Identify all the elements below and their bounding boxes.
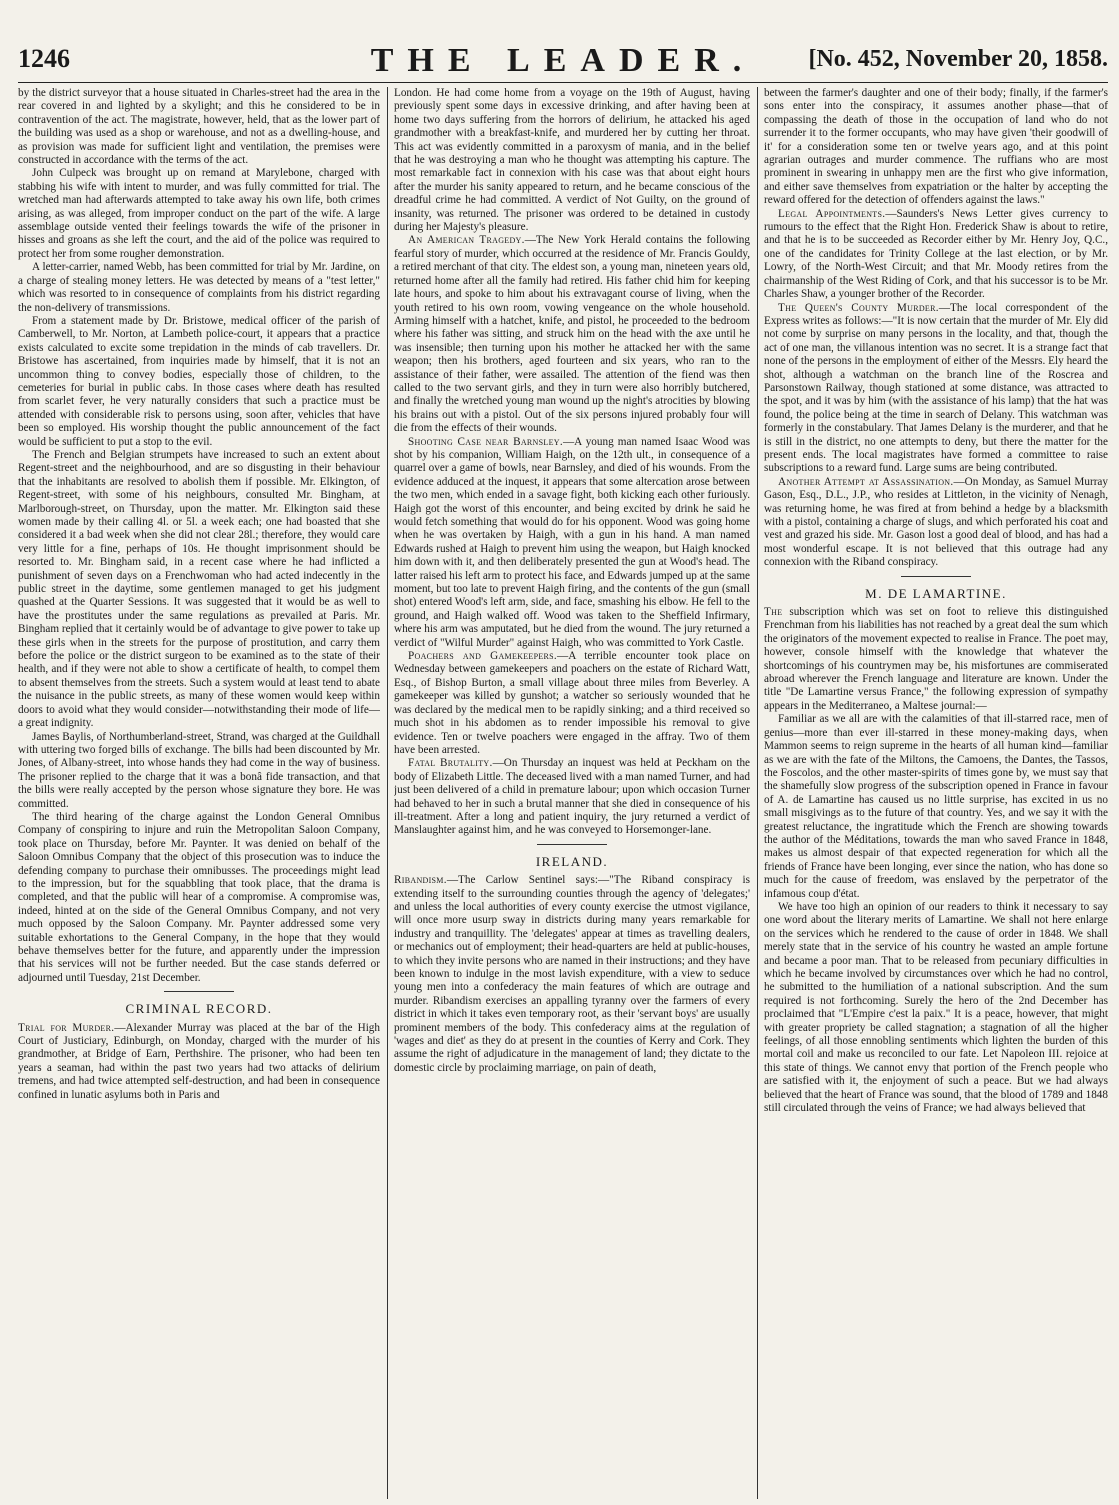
article-american-tragedy xyxy=(394,234,750,435)
paragraph: From a statement made by Dr. Bristowe, medical officer of the parish of Camberwell, to Mr. Norton, at Lambeth police-court, it appears that a practice exists calculated to excite some trepidation in the minds of cab travellers. Dr. Bristowe has ascertained, from inquiries made by himself, that it is not an uncommon thing to convey bodies, especially those of children, to the cemeteries for burial in public cabs. In those cases where death has resulted from scarlet fever, he very naturally considers that such a practice must be attended with considerable risk to persons using, soon after, vehicles that have been so employed. His worship thought the public announcement of the fact would be sufficient to put a stop to the evil. xyxy=(18,314,380,448)
column-2 xyxy=(394,87,750,1499)
paragraph: The third hearing of the charge against the London General Omnibus Company of conspiring to injure and ruin the Metropolitan Saloon Company, took place on Thursday, before Mr. Paynter. It was denied on behalf of the Saloon Omnibus Company that the object of this prosecution was to induce the defending company to purchase their omnibusses. The proceedings might lead to the impression, but for the squabbling that took place, that the drama is completed, and that the public will hear of a compromise. A compromise was, indeed, hinted at on the side of the General Omnibus Company, and not very much opposed by the Saloon Company. Mr. Paynter addressed some very suitable exhortations to the General Company, in the hope that they would behave themselves better for the future, and apparently under the impression that his services will not be further needed. But the case stands deferred or adjourned until Tuesday, 21st December. xyxy=(18,810,380,984)
article-ribandism xyxy=(394,874,750,1075)
article-text: —A terrible encounter took place on Wednesday between gamekeepers and poachers on the estate of Richard Watt, Esq., of Bishop Burton, a small village about three miles from Beverley. A gamekeeper was killed by gunshot; a watcher so seriously wounded that he was declared by the medical men to be rapidly sinking; and a third received so much shot in his abdomen as to render impossible his removal to give evidence. Ten or twelve poachers were engaged in the affray. Two of them have been arrested. xyxy=(394,650,750,756)
article-fatal-brutality xyxy=(394,757,750,837)
article-lead: Fatal Brutality. xyxy=(408,757,493,770)
section-heading-criminal-record: CRIMINAL RECORD. xyxy=(125,1001,273,1017)
paragraph: The French and Belgian strumpets have increased to such an extent about Regent-street and the neighbourhood, and are so disgusting in their behaviour that the inhabitants are resolved to abolish them if possible. Mr. Elkington, of Regent-street, with some of his neighbours, consulted Mr. Bingham, at Marlborough-street, on Thursday, upon the matter. Mr. Elkington said these women made by their calling 4l. or 5l. a week each; one had boasted that she considered it a bad week when she did not clear 28l.; therefore, they would care very little for a fine, perhaps of 10s. He thought imprisonment should be resorted to. Mr. Bingham said, in a recent case where he had inflicted a punishment of seven days on a Frenchwoman who had acted indecently in the public street in the daytime, some gentlemen managed to get his judgment quashed at the Quarter Sessions. It was suggested that it would be as well to have the prostitutes under the same regulations as prevailed at Paris. Mr. Bingham replied that it certainly would be of advantage to give power to take up these girls when in the streets for the purpose of prostitution, and carry them before the police or the district surgeon to be examined as to the state of their health, and if they were not able to show a certificate of health, to compel them to absent themselves from the streets. Such a system would at least tend to abate the nuisance in the public streets, as many of these women would keep within doors to avoid what they would consider—notwithstanding their mode of life—a great indignity. xyxy=(18,448,380,730)
section-rule xyxy=(537,844,607,845)
article-text: —On Thursday an inquest was held at Peckham on the body of Elizabeth Little. The deceased lived with a man named Turner, and had just been delivered of a child in premature labour; upon which occasion Turner had behaved to her in such a brutal manner that she died in consequence of his ill-treatment. After a long and patient inquiry, the jury returned a verdict of Manslaughter against him, and he was conveyed to Horsemonger-lane. xyxy=(394,757,750,837)
column-3 xyxy=(764,87,1108,1499)
issue-date: [No. 452, November 20, 1858. xyxy=(808,46,1108,72)
article-shooting-case xyxy=(394,436,750,651)
article-text: —On Monday, as Samuel Murray Gason, Esq., D.L., J.P., who resides at Littleton, in the vicinity of Nenagh, was returning home, he was fired at from behind a hedge by a blacksmith with a pistol, containing a charge of slugs, and which perforated his coat and vest and grazed his side. Mr. Gason lost a good deal of blood, and has had a most wonderful escape. It is not believed that this outrage had any connexion with the Riband conspiracy. xyxy=(764,475,1108,569)
columns xyxy=(18,87,1108,1499)
page-number: 1246 xyxy=(18,44,70,73)
article-lead: Another Attempt at Assassination. xyxy=(778,475,954,488)
column-divider xyxy=(387,87,388,1499)
article-lead: The xyxy=(764,606,783,619)
section-rule xyxy=(901,576,971,577)
article-lead: An American Tragedy. xyxy=(408,234,525,247)
paragraph: We have too high an opinion of our readers to think it necessary to say one word about the literary merits of Lamartine. We shall not here enlarge on the services which he rendered to the cause of order in 1848. We shall merely state that in the service of his country he wasted an ample fortune and became a poor man. That to be released from pecuniary difficulties in which he became involved by circumstances over which he had no control, he submitted to the humiliation of a national subscription. And the sum required is not forthcoming. Surely the hero of the 2nd December has proclaimed that "L'Empire c'est la paix." It is a peace, however, that might with greater propriety be called stagnation; a stagnation of all the higher feelings, of all those ennobling sentiments which lighten the burden of this mortal coil and make us reconciled to our fate. Let Napoleon III. rejoice at this state of things. We cannot envy that portion of the French people who are satisfied with it, the enjoyment of such a peace. But we had always believed that the heart of France was sound, that the blood of 1789 and 1848 still circulated through the veins of France; we had always believed that xyxy=(764,900,1108,1115)
article-lead: Legal Appointments. xyxy=(778,207,886,220)
paragraph: between the farmer's daughter and one of their body; finally, if the farmer's sons enter into the conspiracy, it assumes another phase—that of compassing the death of those in the occupation of land who do not surrender it to the former occupants, who may have given 'their goodwill of it' for a consideration some ten or twelve years ago, and at this point agrarian outrages and murder commence. The ruffians who are most prominent in swearing in unhappy men are the first who give information, and either save themselves from expatriation or the halter by accepting the reward offered for the detection of offenders against the laws." xyxy=(764,87,1108,207)
article-text: subscription which was set on foot to relieve this distinguished Frenchman from his liabilities has not reached by a great deal the sum which the originators of the movement expected to realise in France. The poet may, however, console himself with the knowledge that whatever the shortcomings of his countrymen may be, his misfortunes are commiserated abroad wherever the French language and literature are known. Under the title "De Lamartine versus France," the following expression of sympathy appears in the Mediterraneo, a Maltese journal:— xyxy=(764,606,1108,712)
paragraph: John Culpeck was brought up on remand at Marylebone, charged with stabbing his wife with intent to murder, and was fully committed for trial. The wretched man had afterwards attempted to take away his own life, both crimes arising, as was alleged, from improper conduct on the part of the wife. A large assemblage outside vented their feelings towards the wife of the prisoner in hisses and groans as she left the court, and the aid of the police was required to protect her from some rougher demonstration. xyxy=(18,167,380,260)
article-text: —Alexander Murray was placed at the bar of the High Court of Justiciary, Edinburgh, on Monday, charged with the murder of his grandmother, at Bridge of Earn, Perthshire. The prisoner, who had been ten years a seaman, had within the past two years had two attacks of delirium tremens, and had twice attempted self-destruction, and had been in consequence confined in lunatic asylums both in Paris and xyxy=(18,1021,380,1101)
paragraph: James Baylis, of Northumberland-street, Strand, was charged at the Guildhall with uttering two forged bills of exchange. The bills had been discounted by Mr. Jones, of Albany-street, into whose hands they had come in the way of business. The prisoner replied to the charge that it was a bonâ fide transaction, and that the bills were really accepted by the person whose signature they bore. He was committed. xyxy=(18,730,380,810)
paragraph: by the district surveyor that a house situated in Charles-street had the area in the rear covered in and lighted by a skylight; and this he considered to be in contravention of the act. The magistrate, however, held, that as the lower part of the building was used as a shop or warehouse, and not as a dwelling-house, and as provision was made for sufficient light and ventilation, the premises were constructed in accordance with the terms of the act. xyxy=(18,87,380,167)
article-poachers xyxy=(394,650,750,757)
article-another-attempt xyxy=(764,476,1108,570)
article-lead: The Queen's County Murder. xyxy=(778,301,939,314)
section-heading-ireland: IRELAND. xyxy=(535,853,609,869)
article-text: —The local correspondent of the Express writes as follows:—"It is now certain that the murder of Mr. Ely did not come by surprise on many persons in the locality, and that, though the act of one man, the villanous intention was no secret. It is a strange fact that none of the persons in the employment of either of the Messrs. Ely heard the shot, although a watchman on the branch line of the Roscrea and Parsonstown Railway, though stationed at some distance, was attracted to the spot, and it was by him (with the assistance of his lamp) that the hat was found, the police being at the time in search of Delany. This watchman was formerly in the constabulary. That James Delany is the murderer, and that he is still in the district, no one attempts to deny, but there the matter for the present ends. The local magistrates have formed a committee to raise subscriptions to a reward fund. Large sums are being contributed. xyxy=(764,301,1108,475)
article-text: —A young man named Isaac Wood was shot by his companion, William Haigh, on the 12th ult., in consequence of a quarrel over a game of bowls, near Barnsley, and died of his wounds. From the evidence adduced at the inquest, it appears that some altercation arose between the two men, which ended in a savage fight, both kicking each other furiously. Haigh got the worst of this encounter, and being excited by drink he said he would fetch something that would do for his opponent. Wood was going home when he was overtaken by Haigh, with a gun in his hand. A man named Edwards rushed at Haigh to prevent him using the weapon, but Haigh knocked him down with it, and then deliberately presented the gun at Wood's head. The latter raised his left arm to protect his face, and Edwards jumped up at the same moment, but too late to prevent Haigh firing, and the contents of the gun (small shot) entered Wood's left arm, side, and face, smashing his elbow. He fell to the ground, and Haigh walked off. Wood was taken to the Sheffield Infirmary, where his arm was amputated, but he died from the wound. The jury returned a verdict of "Wilful Murder" against Haigh, who was committed to York Castle. xyxy=(394,435,750,649)
section-heading-lamartine: M. DE LAMARTINE. xyxy=(865,585,1007,601)
section-rule xyxy=(164,991,234,992)
column-divider xyxy=(757,87,758,1499)
article-lead: Poachers and Gamekeepers. xyxy=(408,650,558,663)
article-lead: Ribandism. xyxy=(394,874,447,887)
newspaper-title: THE LEADER. xyxy=(370,42,756,79)
article-text: —Saunders's News Letter gives currency to rumours to the effect that the Right Hon. Frederick Shaw is about to retire, and that he is to be succeeded as Recorder either by Mr. Henry Joy, Q.C., one of the candidates for Trinity College at the last election, or by Mr. Lowry, of the North-West Circuit; and that Mr. Moody retires from the chairmanship of the West Riding of Cork, and that his successor is to be Mr. Charles Shaw, a younger brother of the Recorder. xyxy=(764,207,1108,301)
article-trial-for-murder xyxy=(18,1022,380,1102)
masthead xyxy=(18,44,1108,82)
article-lead: Trial for Murder. xyxy=(18,1021,115,1034)
paragraph: London. He had come home from a voyage on the 19th of August, having previously spent some days in excessive drinking, and after having been at home two days suffering from the horrors of delirium, he attacked his aged grandmother with a breakfast-knife, and murdered her by cutting her throat. This act was evidently committed in a paroxysm of mania, and in the belief that he was destroying a man who he thought was attempting his capture. The most remarkable fact in connexion with his case was that about eight hours after the murder his sanity appeared to return, and he became conscious of the dreadful crime he had committed. A verdict of Not Guilty, on the ground of insanity, was returned. The prisoner was ordered to be detained in custody during her Majesty's pleasure. xyxy=(394,87,750,234)
column-1 xyxy=(18,87,380,1499)
article-lead: Shooting Case near Barnsley. xyxy=(408,435,563,448)
article-text: —The Carlow Sentinel says:—"The Riband conspiracy is extending itself to the surrounding counties through the agency of 'delegates;' and unless the local authorities of every county exercise the utmost vigilance, will once more usurp sway in districts during many years remarkable for industry and tranquillity. The 'delegates' appear at times as travelling dealers, or mechanics out of employment; their head-quarters are held at public-houses, to which they invite persons who are named in their instructions; and they have been known to indulge in the most lavish expenditure, with a view to seduce young men into a confederacy the main features of which are outrage and murder. Ribandism exercises an appalling tyranny over the farmers of every district in which it takes even temporary root, as their 'servant boys' are usually prominent members of the body. This confederacy aims at the regulation of 'wages and diet' as they do at present in the counties of Kerry and Cork. They assume the right of adjudicature in the management of land; they dictate to the domestic circle by proclaiming marriage, on pain of death, xyxy=(394,874,750,1074)
quoted-passage: Familiar as we all are with the calamities of that ill-starred race, men of genius—more than ever ill-starred in these money-making days, when Mammon seems to reign supreme in the hearts of all human kind—familiar as we are with the fate of the Miltons, the Camoens, the Dantes, the Tassos, the Foscolos, and the other master-spirits of times gone by, we must say that the shamefully slow progress of the subscription opened in France in favour of A. de Lamartine has caused us no little surprise, has excited in us no small misgivings as to the future of that country. Yes, and we say it with the greatest reluctance, the ingratitude which the French are showing towards the author of the Méditations, towards the man who saved France in 1848, makes us almost despair of that expected regeneration for which all the friends of France have been longing, ever since the nation, who has done so much for the cause of freedom, was enslaved by the perpetrator of the infamous coup d'état. xyxy=(764,713,1108,900)
article-text: —The New York Herald contains the following fearful story of murder, which occurred at the residence of Mr. Francis Gouldy, a retired merchant of that city. The eldest son, a young man, nineteen years old, returned home after all the family had retired. His father chid him for keeping late hours, and spoke to him about his extravagant course of living, when the youth retired to his own room, vowing vengeance on the whole household. Arming himself with a hatchet, knife, and pistol, he proceeded to the bedroom where his father was sitting, and struck him on the head with the axe until he was insensible; then turning upon his mother he attacked her with the same weapon; then his brothers, aged fourteen and six years, who ran to the assistance of their father, were assailed. The attention of the fiend was then called to the two servant girls, and they in turn were also horribly butchered, and finally the wretched young man wound up the night's atrocities by blowing his brains out with a pistol. Out of the six persons injured probably four will die from the effects of their wounds. xyxy=(394,234,750,435)
header-rule xyxy=(18,82,1108,83)
article-queens-county-murder xyxy=(764,302,1108,476)
paragraph: A letter-carrier, named Webb, has been committed for trial by Mr. Jardine, on a charge of stealing money letters. He was detected by means of a "test letter," which was resorted to in consequence of complaints from his district regarding the non-delivery of transmissions. xyxy=(18,261,380,314)
article-legal-appointments xyxy=(764,208,1108,302)
article-lamartine xyxy=(764,606,1108,713)
